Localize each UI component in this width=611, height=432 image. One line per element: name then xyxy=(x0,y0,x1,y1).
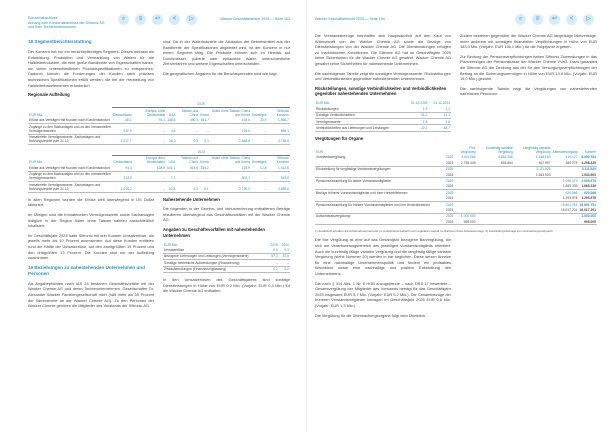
menu-icon[interactable]: ≡ xyxy=(135,14,146,25)
table-cell: 380.275 xyxy=(552,160,579,166)
column-header: Europa, ohne Deutschland xyxy=(145,108,166,117)
data-table xyxy=(28,102,290,146)
table-cell: 2024 xyxy=(446,160,454,165)
nav-icons xyxy=(515,14,594,25)
top-columns xyxy=(315,33,597,132)
table-cell: 8.080.784 xyxy=(581,155,596,160)
table-cell: 23,9 xyxy=(251,118,267,124)
breadcrumb-line1: Konzernabschluss xyxy=(28,16,58,20)
table-cell: 1.665.339 xyxy=(578,184,597,190)
table-cell: Umsatzerlöse xyxy=(163,247,267,253)
table-cell: 555,1 xyxy=(268,124,290,135)
column-header xyxy=(445,145,454,155)
regional-table-2025 xyxy=(28,102,290,146)
table-cell: 1,9 xyxy=(406,106,428,112)
table-cell: 3.011.069 xyxy=(461,155,476,160)
table-cell: – xyxy=(267,260,278,266)
table-cell: 1,5 xyxy=(429,118,452,124)
section-title: 19 Beziehungen zu nahestehenden Unternehmen und Personen xyxy=(28,264,145,276)
table-cell: Erlöse aus Verträgen mit Kunden nach Kundenstandort xyxy=(28,165,112,171)
footnote: 1) Zusätzlich erhalten die Arbeitnehmervertreter im Aufsichtsrat weiterhin ein reguläres Gehalt im Rahmen ihres Arbeitsvertrags. 2) Auszahlungsbeträge zum Auszahlungszeitpunkt. xyxy=(315,229,554,234)
paragraph: Zur Bindung der Pensionsverpflichtungen haben Siltronic Zuwendungen in das Planvermögen der Pensionskasse der Wacker Chemie VVaG. Dazu garantiert die Siltronic AG die Deckung aus der für den Versorgungsverpflichtungen der Beitrag an die Sicherungsvermögen in Höhe von EUR 19,0 Mio. (Vorjahr: EUR 19,0 Mio.) gezahlt. xyxy=(460,53,597,82)
balances-table xyxy=(315,101,451,132)
table-cell: 2024 xyxy=(446,207,454,212)
table-cell: 1.556,7 xyxy=(268,118,290,124)
column-header: Deutschland xyxy=(113,112,132,117)
forward-icon[interactable]: ▷ xyxy=(583,14,594,25)
transactions-table xyxy=(163,242,290,273)
table-cell: – xyxy=(199,171,210,182)
table-cell: 91,1 xyxy=(133,118,167,124)
paragraph: Die Vorstandsbezüge beinhalten sich hauptsächlich auf den Kauf von Wärmekraft von der Wacker Chemie AG sowie die Bezüge von Dienstleistungen von der Wacker Chemie AG. Die Dienstleistungen erfolgen zu marktüblichen Konditionen. Die Siltronic AG hat im Geschäftsjahr 2025 keine Sicherheiten für die Wacker Chemie AG gewährt. Wacker Chemie AG gewährt keine Sicherheiten für nahestehende Unternehmen. xyxy=(315,33,451,66)
page-info: Wacker Geschäftsbericht 2025 — Seite 164 xyxy=(315,17,385,21)
table-cell: 515,8 xyxy=(267,171,290,182)
table-cell: 2025 xyxy=(446,167,454,172)
table-cell: 995.000 xyxy=(454,219,476,225)
table-cell: 1.665.339 xyxy=(552,184,579,190)
nav-icons xyxy=(118,14,197,25)
table-cell: 1.543.903 xyxy=(578,172,597,178)
compensation-table xyxy=(315,145,597,225)
column-header: USA xyxy=(168,112,176,117)
row-label: Pensionsrückstellung für frühere Vorstandsmitglieder und ihre Hinterbliebenen xyxy=(315,201,445,213)
table-cell: 215,6 xyxy=(210,124,251,135)
table-row xyxy=(28,124,290,135)
back-icon[interactable]: ↩ xyxy=(152,14,163,25)
table-cell: – xyxy=(133,134,167,145)
data-table xyxy=(28,149,290,193)
table-cell: 410.127 xyxy=(565,155,578,160)
table-cell: 493,6 xyxy=(176,165,199,171)
table-cell: 490,3 xyxy=(177,118,200,124)
paragraph: Der Konzern hat nur ein berichtspflichtiges Segment. Dieses umfasst die Entwicklung, Produktion und Vermarktung von Wafern für die Halbleiterindustrie, die eine große Bandbreite von Eigenschaften haben, um vielen unterschiedlichen Produktspezifikationen zu entsprechen. Dadurch können die Forderungen der Kunden nach präzisen technischen Spezifikationen erfüllt werden, die bei der Herstellung von Halbleiterbauelementen erforderlich xyxy=(28,49,154,88)
table-cell: 1.412,8 xyxy=(267,165,290,171)
column xyxy=(163,39,290,77)
table-cell: Immaterielle Vermögenswerte, Sachanlagen und Nutzungsrechte zum 31.12. xyxy=(28,182,112,193)
subheading: Rückstellungen, sonstige Verbindlichkeiten und Verbindlichkeiten gegenüber nahestehenden Unternehmen xyxy=(315,85,447,97)
table-cell: 1.017,7 xyxy=(112,134,132,145)
table-cell: 2025 xyxy=(446,214,454,219)
table-cell: 2.095.575 xyxy=(581,178,596,183)
paragraph: In allen Regionen wurden die Erlöse weit überwiegend in US Dollar fakturiert. xyxy=(28,196,154,208)
column-header: 31.12.2025 xyxy=(410,101,428,106)
table-cell: 2025 xyxy=(446,155,454,160)
table-cell: 2.795.449 xyxy=(454,160,476,166)
table-row xyxy=(163,266,290,272)
search-icon[interactable]: ⌕ xyxy=(515,14,526,25)
table-cell: – xyxy=(177,124,200,135)
row-label: Aufsichtsratsvergütung¹ xyxy=(315,213,445,225)
table-cell: 1,6 xyxy=(406,118,428,124)
paragraph: Die fixe Vergütung ist eine auf das Gesamtjahr bezogene Barvergütung, die sich am Verantwortungsbereich des jeweiligen Vorstandsmitglieds orientiert. Auch die kurzfristig fällige variable Vergütung und die langfristig fällige variable Vergütung (siehe Nummer 20) werden in bar beglichen. Diese setzen Anreize für eine nachhaltige Unternehmenspolitik und fördern ein profitables Wachstum sowie eine nachhaltige und positive Entwicklung des Unternehmens. xyxy=(315,237,451,277)
column xyxy=(315,237,451,318)
table-cell: 22,2 xyxy=(406,125,428,131)
table-cell: 2.790,0 xyxy=(210,182,251,193)
column-header: 31.12.2024 xyxy=(433,101,450,106)
table-cell: 135,9 xyxy=(210,165,251,171)
table-cell: 0,0 xyxy=(267,247,278,253)
column-header: Asien ohne Taiwan, China und Korea xyxy=(211,156,250,165)
table-cell xyxy=(552,219,579,225)
paragraph: sind. Da in der Waferindustrie die Allokation der Betriebsmittel aus der Bandbreite der Spezifikationen abgeleitet wird, ist der Konzern in nur einem Segment tätig. Die Produkte können sich im Hinblick auf Durchmesser, polierte oder epitaxierte Wafer, unterschiedliche Ziehverfahren und weitere Eigenschaften unterscheiden. xyxy=(163,39,290,67)
column-header: Siltronic Konzern xyxy=(276,108,289,117)
paragraph: Die Vergütung für die Überwachungsorgane folgt dem Überblick. xyxy=(315,312,427,318)
subheading: Regionale Aufteilung xyxy=(28,92,70,98)
table-cell: 1.293.978 xyxy=(552,196,579,202)
table-cell: 92,8 xyxy=(166,182,176,193)
forward-icon[interactable]: ▷ xyxy=(186,14,197,25)
table-cell: 2025 xyxy=(446,202,454,207)
table-cell: 1.000.000 xyxy=(581,214,596,219)
column-header: 2025 xyxy=(270,242,278,247)
table-cell: – xyxy=(176,171,199,182)
column-header: Fixe Vergütung xyxy=(460,145,476,154)
paragraph: In den Umsatzerlösen des Geschäftsjahres sind sonstige Dienstleistungen in Höhe von EUR 0,0 Mio. (Vorjahr: EUR 0,3 Mio.) für die Wacker Chemie AG enthalten. xyxy=(163,277,290,294)
table-cell: Verbindlichkeiten aus Lieferungen und Leistungen xyxy=(315,125,406,131)
column-header: Sonstiges xyxy=(251,160,267,165)
paragraph: Die nachfolgende Tabelle zeigt die Vergütungen von nahestehenden natürlichen Personen: xyxy=(460,85,597,97)
table-cell: – xyxy=(199,124,210,135)
table-cell: 653.854 xyxy=(477,160,514,166)
table-cell: 541,7 xyxy=(200,118,209,123)
table-cell: 3.748,9 xyxy=(268,134,290,145)
row-label: Vorstandsvergütung xyxy=(315,155,445,166)
paragraph: Die folgenden in der Gewinn- und Verlustrechnung enthaltenen Beträge resultieren überwiegend aus Geschäftsvorfällen mit der Wacker Chemie AG: xyxy=(163,206,290,223)
table-cell: Sonstige Verbindlichkeiten xyxy=(315,112,406,118)
paragraph: Im Geschäftsjahr 2025 hatte Siltronic mit drei Kunden Umsatzerlöse, die jeweils mehr als 10 Prozent ausmachten. Auf diese Kunden entfielen rund die Hälfte der Umsatzerlöse, auf den zweitgrößten 19 Prozent und den drittgrößten 13 Prozent. Die Kunden sind nur der Aufteilung zuzuordnen. xyxy=(28,232,154,261)
year-header: 2024 xyxy=(112,149,290,155)
menu-icon[interactable]: ≡ xyxy=(532,14,543,25)
row-label: Rückstellung für langfristige Vorstandsvergütungen xyxy=(315,166,445,178)
table-cell: 1,1 xyxy=(429,106,452,112)
right-page-content xyxy=(315,33,597,318)
table-cell: 0,1 xyxy=(199,134,210,145)
column-header: Europa ohne Deutschland xyxy=(146,156,166,165)
table-cell: 158,6 xyxy=(167,118,176,123)
column xyxy=(315,33,451,132)
year-header: 2025 xyxy=(112,102,290,108)
table-cell: 2025 xyxy=(446,178,454,183)
right-page xyxy=(306,0,611,432)
table-cell: 531,1 xyxy=(167,165,176,170)
compensation-table xyxy=(315,145,597,225)
table-cell: 15.801.751 xyxy=(560,202,578,207)
table-cell: 48,7 xyxy=(429,125,452,131)
table-cell: 2024 xyxy=(446,172,454,177)
table-cell: 213,0 xyxy=(112,171,132,182)
table-row xyxy=(28,134,290,145)
paragraph: Die nach § 314 Abs. 1 Nr. 6 HGB anzugebende – nach DRS 17 bewertete – Gesamtvergütung der Mitglieder des Vorstands beträgt für das Geschäftsjahr 2025 insgesamt EUR 5,7 Mio. (Vorjahr: EUR 5,2 Mio.). Die Gesamtbezüge der früheren Vorstandsmitglieder betragen im Geschäftsjahr 2025 EUR 0,6 Mio. (Vorjahr: EUR 1,3 Mio.). xyxy=(315,280,451,309)
table-cell: – xyxy=(133,171,166,182)
paragraph: Die nachfolgende Tabelle zeigt die sonstigen Vermögenswerte, Rückstellungen und Verbindlichkeiten gegenüber nahestehenden Unternehmen. xyxy=(315,70,451,82)
table-cell: Zinsaufwendungen (Finanzierungsleasing) xyxy=(163,266,267,272)
table-row xyxy=(28,171,290,182)
table-cell: 302,1 xyxy=(210,171,251,182)
table-cell: 4.298.425 xyxy=(578,160,597,166)
table-cell: 2024 xyxy=(446,184,454,189)
table-cell: 354,2 xyxy=(200,165,209,170)
intro-columns xyxy=(28,39,290,88)
table-cell: 7,3 xyxy=(166,171,176,182)
search-icon[interactable]: ⌕ xyxy=(118,14,129,25)
column-header: Summe xyxy=(584,150,596,154)
subheading: Nahestehende Unternehmen xyxy=(163,196,220,202)
table-cell: 16.017.201 xyxy=(579,207,596,212)
header-row xyxy=(28,108,290,118)
column xyxy=(460,33,597,97)
column-header: Langfristig variable Vergütung xyxy=(522,145,551,154)
table-cell: Zugänge zu den Sachanlagen und zu den immateriellen Vermögenswerten xyxy=(29,124,111,133)
table-cell: 16.017.201 xyxy=(552,207,579,213)
table-cell: 0,3 xyxy=(176,182,199,193)
table-cell: 1.000.000 xyxy=(460,214,476,219)
table-cell: 94,3 xyxy=(112,165,132,171)
table-cell: 192,6 xyxy=(210,118,251,124)
table-cell: Zugänge zu den Sachanlagen und zu den immateriellen Vermögenswerten xyxy=(29,172,111,181)
share-icon[interactable]: < xyxy=(566,14,577,25)
table-cell: – xyxy=(279,260,290,266)
table-cell: – xyxy=(251,171,267,182)
table-cell: 2.095.575 xyxy=(562,178,578,183)
table-cell: 128,5 xyxy=(133,165,166,171)
table-cell: 3.855,6 xyxy=(267,182,290,193)
table-cell: 15.801.751 xyxy=(579,202,596,207)
table-cell: 3.111.929 xyxy=(581,167,596,172)
section-title: 18 Segmentberichterstattung xyxy=(28,39,92,44)
table-cell: 1.293.978 xyxy=(578,196,597,202)
row-label: Bezüge früherer Vorstandsmitglieder und ihrer Hinterbliebenen xyxy=(315,190,445,202)
bottom-columns xyxy=(28,197,290,309)
data-table xyxy=(315,101,451,132)
column-header: Altersversorgung xyxy=(552,150,578,154)
breadcrumb-line3: und ihrer Tochterunternehmen xyxy=(28,25,77,29)
table-cell: 4,6 xyxy=(166,124,176,135)
table-cell: 0,1 xyxy=(199,182,210,193)
table-cell: Vermögenswerte xyxy=(315,118,406,124)
table-cell xyxy=(514,219,552,225)
breadcrumb-line2: Anhang zum Konzernabschluss der Siltronic AG xyxy=(28,20,105,25)
table-cell: Immaterielle Vermögenswerte, Sachanlagen und Nutzungsrechte zum 31.12. xyxy=(28,134,112,145)
table-cell: 1.016,2 xyxy=(112,182,132,193)
column-header: EUR xyxy=(316,150,323,154)
column-header: Taiwan und China xyxy=(181,108,199,117)
column xyxy=(163,197,290,294)
column-header: Sonstiges xyxy=(252,112,267,117)
table-cell: 57,6 xyxy=(279,253,290,259)
table-cell: 21,1 xyxy=(429,112,452,118)
column-header: EUR Mio. xyxy=(29,112,44,117)
table-cell: 0,2 xyxy=(267,266,278,272)
table-cell: 0,3 xyxy=(279,247,290,253)
left-page xyxy=(0,0,305,432)
data-table xyxy=(163,242,290,273)
column-header: USA xyxy=(168,160,176,165)
column-header: Deutschland xyxy=(113,160,132,165)
column-header: Korea xyxy=(199,160,209,165)
breadcrumb xyxy=(28,16,118,30)
column-header: Asien ohne Taiwan, China und Korea xyxy=(211,108,251,117)
paragraph: Zudem bestehen gegenüber der Wacker Chemie AG langfristige Mietverträge, unter anderem mit sonstigen finanziellen Verpflichtungen in Höhe von EUR 183,0 Mio. (Vorjahr: EUR 156,1 Mio.) für die Folgejahre ergeben. xyxy=(460,33,597,50)
regional-table-2024 xyxy=(28,149,290,193)
table-row xyxy=(28,182,290,193)
row-label: Pensionsrückstellung für aktive Vorstandsmitglieder xyxy=(315,178,445,190)
table-cell: – xyxy=(251,182,267,193)
table-cell: 0,3 xyxy=(177,134,200,145)
table-cell: 3.111.929 xyxy=(536,167,551,172)
table-cell: 620.066 xyxy=(584,190,596,195)
table-cell: 57,0 xyxy=(267,253,278,259)
column-header: 2024 xyxy=(281,242,289,247)
table-cell: 995.000 xyxy=(578,219,597,225)
subheading: Vergütungen für Organe xyxy=(315,135,364,141)
table-cell: Rückstellungen xyxy=(315,106,406,112)
table-cell: Bezogene Lieferungen und Leistungen (Vermögenswerte) xyxy=(163,253,267,259)
table-cell: 4.551.046 xyxy=(498,155,513,160)
table-cell: – xyxy=(251,124,267,135)
paragraph: Die geografischen Angaben für die Berichtsperioden sind wie folgt: xyxy=(163,70,278,76)
column-header: EUR Mio. xyxy=(29,160,44,165)
header-row xyxy=(28,155,290,165)
back-icon[interactable]: ↩ xyxy=(549,14,560,25)
left-page-content xyxy=(28,39,290,309)
column-header: Taiwan und China xyxy=(181,156,198,165)
table-cell: 2.668,6 xyxy=(210,134,251,145)
column-header: Korea xyxy=(200,112,209,117)
table-cell: – xyxy=(133,182,166,193)
column-header: EUR Mio. xyxy=(316,101,331,106)
header-row xyxy=(315,145,597,155)
paragraph: Im Übrigen sind die Immateriellen Vermögenswerte sowie Sachanlagen lediglich in der Region Asien ohne Taiwan nahezu ausschließlich lokalisiert. xyxy=(28,211,154,229)
subheading: Angaben zu Geschäftsvorfällen mit nahestehenden Unternehmen xyxy=(163,227,265,238)
table-cell: – xyxy=(251,134,267,145)
table-cell xyxy=(477,219,514,225)
table-cell: 0,2 xyxy=(279,266,290,272)
table-cell: – xyxy=(133,124,167,135)
table-cell: 26,3 xyxy=(166,134,176,145)
column-header: Siltronic Konzern xyxy=(276,156,289,165)
table-cell: 12,8 xyxy=(251,165,267,171)
page-info: Wacker Geschäftsbericht 2025 — Seite 163 xyxy=(220,17,290,21)
table-cell: Erlöse aus Verträgen mit Kunden nach Kundenstandort xyxy=(28,118,112,124)
column-header: EUR Mio. xyxy=(164,242,179,247)
share-icon[interactable]: < xyxy=(169,14,180,25)
table-cell: Sonstige betriebliche Aufwendungen (Finanzierung) xyxy=(163,260,267,266)
table-cell: 2024 xyxy=(446,219,454,224)
table-cell: 1.148.083 xyxy=(535,155,551,160)
table-cell: 48,1 xyxy=(112,118,132,124)
table-cell: 620.066 xyxy=(565,190,578,195)
column xyxy=(28,197,154,309)
table-row xyxy=(315,125,451,131)
table-cell: 21,2 xyxy=(406,112,428,118)
paragraph: Als Angabepflichten nach IAS 24 bestehen Geschäftsvorfälle mit der Wacker Chemie AG und deren Tochterunternehmen. Gesellschafter Dr. Alexander Wacker Familiengesellschaft mbH (hält mehr als 50 Prozent der Stimmrechte an der Wacker Chemie AG). Zu den Personen der Wacker Chemie gehören die Mitglieder des Vorstands der Siltronic AG. xyxy=(28,280,154,309)
table-cell: 332,3 xyxy=(112,124,132,135)
table-cell: 467.997 xyxy=(514,160,552,166)
table-cell: 2025 xyxy=(446,190,454,195)
table-cell: 2024 xyxy=(446,196,454,201)
column-header: Kurzfristig variable Vergütung xyxy=(485,145,513,154)
table-cell: 1.543.903 xyxy=(514,172,552,178)
column xyxy=(28,39,154,88)
